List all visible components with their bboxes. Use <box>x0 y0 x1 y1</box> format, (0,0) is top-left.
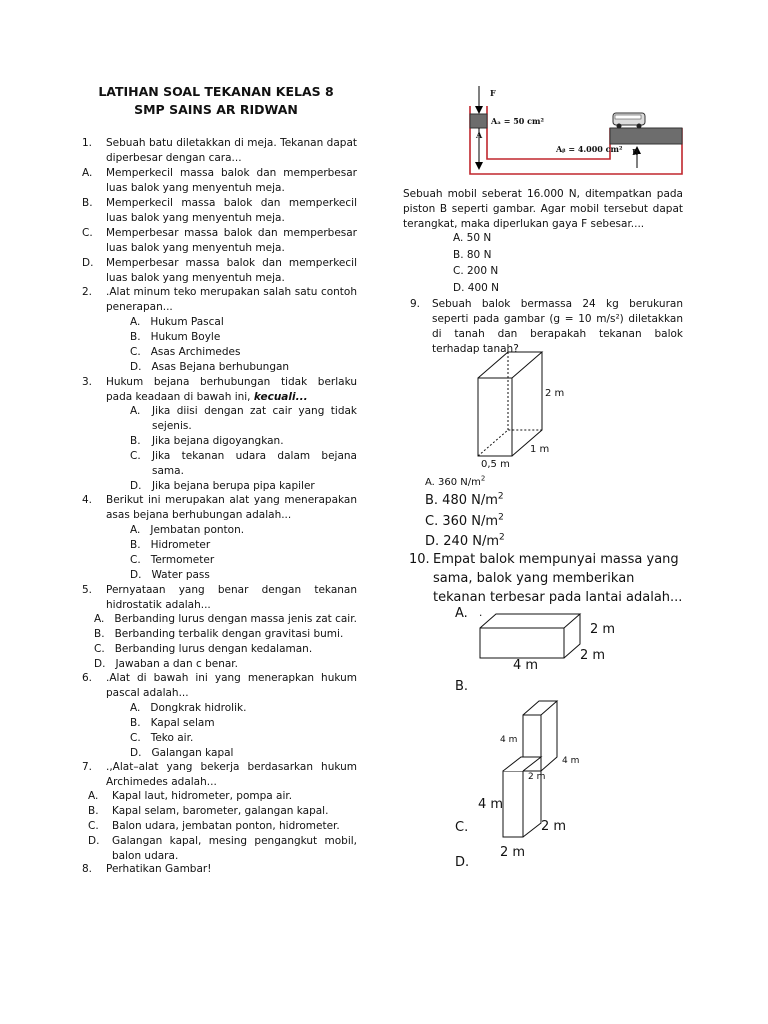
q9-option-a: A. 360 $N/m^2$ <box>425 474 486 488</box>
q9-dim-height: 2 m <box>545 388 565 399</box>
c-dim-4m: 4 m <box>478 797 504 812</box>
q1-option-a: A. Memperkecil massa balok dan memperbesar luas balok yang menyentuh meja. <box>82 167 357 194</box>
label-AB: Aᵦ = 4.000 cm² <box>556 144 623 154</box>
question-3: 3. Hukum bejana berhubungan tidak berlaku pada keadaan di bawah ini, kecuali... <box>82 376 357 403</box>
q2-option-b: B. Hukum Boyle <box>130 331 221 343</box>
q1-option-b: B. Memperkecil massa balok dan memperkecil luas balok yang menyentuh meja. <box>82 197 357 224</box>
label-F: F <box>490 88 496 98</box>
q3-option-a: A. Jika diisi dengan zat cair yang tidak sejenis. <box>130 405 357 432</box>
q2-option-c: C. Asas Archimedes <box>130 346 241 358</box>
question-8-text: Sebuah mobil seberat 16.000 N, ditempatkan pada piston B seperti gambar. Agar mobil tersebut dapat terangkat, maka diperlukan gaya F sebesar.... <box>403 188 683 230</box>
c-dim-2m-right: 2 m <box>541 819 567 834</box>
block-figure-a <box>478 612 588 662</box>
label-B: B <box>632 147 639 157</box>
q7-option-c: C. Balon udara, jembatan ponton, hidrometer. <box>88 820 340 832</box>
q7-option-a: A. Kapal laut, hidrometer, pompa air. <box>88 790 293 802</box>
q5-option-d: D. Jawaban a dan c benar. <box>94 658 238 670</box>
label-A: A <box>476 130 483 140</box>
q9-option-c: C. 360 $N/m^2$ <box>425 512 504 529</box>
hydraulic-press-figure <box>465 84 685 180</box>
question-6: 6. .Alat di bawah ini yang menerapkan hukum pascal adalah... <box>82 672 357 699</box>
q3-option-b: B. Jika bejana digoyangkan. <box>130 435 284 447</box>
page-title: LATIHAN SOAL TEKANAN KELAS 8 <box>98 84 334 99</box>
q5-option-c: C. Berbanding lurus dengan kedalaman. <box>94 643 313 655</box>
label-AA: Aₐ = 50 cm² <box>491 116 544 126</box>
q1-option-d: D. Memperbesar massa balok dan memperkecil luas balok yang menyentuh meja. <box>82 257 357 284</box>
q10-dot: . <box>479 607 483 619</box>
q2-option-d: D. Asas Bejana berhubungan <box>130 361 290 373</box>
q5-option-a: A. Berbanding lurus dengan massa jenis zat cair. <box>94 613 357 625</box>
q8-option-c: C. 200 N <box>453 265 499 277</box>
question-8: 8. Perhatikan Gambar! <box>82 863 212 875</box>
a-dim-2m-2: 2 m <box>580 648 606 663</box>
q7-option-d: D. Galangan kapal, mesing pengangkut mobil, balon udara. <box>88 835 357 862</box>
q8-option-b: B. 80 N <box>453 249 492 261</box>
b-dim-4m-right: 4 m <box>562 756 580 766</box>
question-10: 10. Empat balok mempunyai massa yang sama, balok yang memberikan tekanan terbesar pada lantai adalah... <box>409 552 683 605</box>
question-9: 9. Sebuah balok bermassa 24 kg berukuran seperti pada gambar (g = 10 m/s²) diletakkan di tanah dan berapakah tekanan balok terhadap tanah? <box>410 298 683 355</box>
q10-label-c: C. <box>455 820 469 835</box>
q5-option-b: B. Berbanding terbalik dengan gravitasi bumi. <box>94 628 344 640</box>
q10-label-b: B. <box>455 679 469 694</box>
a-dim-4m: 4 m <box>513 658 539 673</box>
q4-option-b: B. Hidrometer <box>130 539 211 551</box>
c-dim-2m-bottom: 2 m <box>500 845 526 860</box>
q9-dim-depth: 1 m <box>530 444 550 455</box>
q9-option-b: B. 480 $N/m^2$ <box>425 491 504 508</box>
q9-dim-width: 0,5 m <box>481 459 510 470</box>
q6-option-c: C. Teko air. <box>130 732 194 744</box>
question-2: 2. .Alat minum teko merupakan salah satu contoh penerapan... <box>82 286 357 313</box>
q6-option-a: A. Dongkrak hidrolik. <box>130 702 247 714</box>
q6-option-d: D. Galangan kapal <box>130 747 234 759</box>
q3-option-c: C. Jika tekanan udara dalam bejana sama. <box>130 450 357 477</box>
q4-option-a: A. Jembatan ponton. <box>130 524 245 536</box>
q4-option-d: D. Water pass <box>130 569 210 581</box>
q8-option-d: D. 400 N <box>453 282 499 294</box>
q6-option-b: B. Kapal selam <box>130 717 215 729</box>
b-dim-2m: 2 m <box>528 772 546 782</box>
school-name: SMP SAINS AR RIDWAN <box>134 102 298 117</box>
question-1: 1. Sebuah batu diletakkan di meja. Tekanan dapat diperbesar dengan cara... <box>82 137 357 164</box>
q4-option-c: C. Termometer <box>130 554 215 566</box>
q10-label-a: A. <box>455 606 468 621</box>
question-7: 7. .,Alat–alat yang bekerja berdasarkan hukum Archimedes adalah... <box>82 761 357 788</box>
a-dim-2m-1: 2 m <box>590 622 616 637</box>
q9-option-d: D. 240 $N/m^2$ <box>425 532 505 549</box>
question-4: 4. Berikut ini merupakan alat yang menerapakan asas bejana berhubungan adalah... <box>82 494 357 521</box>
q1-option-c: C. Memperbesar massa balok dan memperbesar luas balok yang menyentuh meja. <box>82 227 357 254</box>
question-5: 5. Pernyataan yang benar dengan tekanan hidrostatik adalah... <box>82 584 357 611</box>
q7-option-b: B. Kapal selam, barometer, galangan kapal. <box>88 805 329 817</box>
q8-option-a: A. 50 N <box>453 232 492 244</box>
b-dim-4m-left: 4 m <box>500 735 518 745</box>
q3-option-d: D. Jika bejana berupa pipa kapiler <box>130 480 315 492</box>
q10-label-d: D. <box>455 855 470 870</box>
q2-option-a: A. Hukum Pascal <box>130 316 224 328</box>
